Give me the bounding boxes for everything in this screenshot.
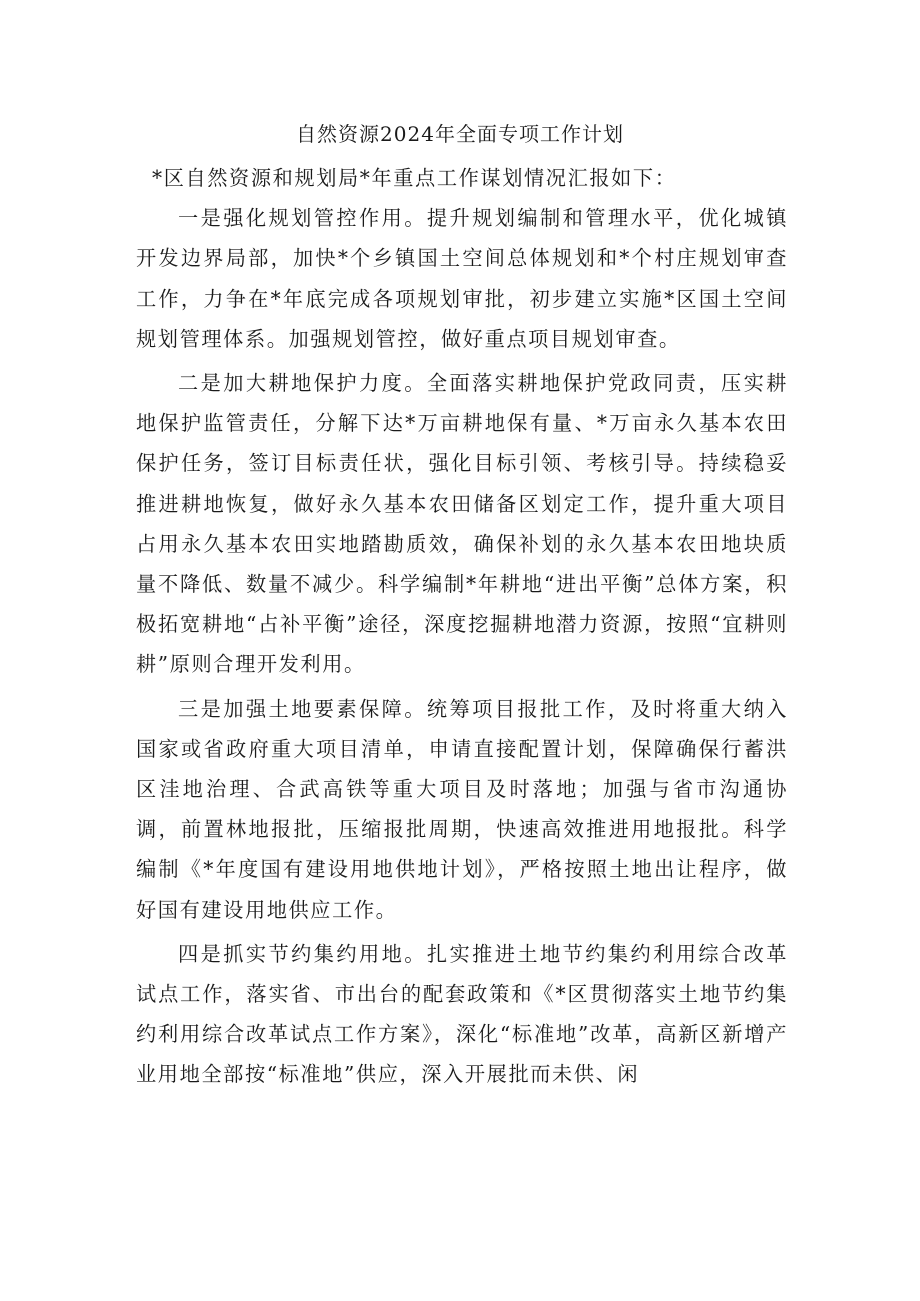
paragraph-land-saving: 四是抓实节约集约用地。扎实推进土地节约集约利用综合改革试点工作，落实省、市出台的配套政策和《*区贯彻落实土地节约集约利用综合改革试点工作方案》，深化“标准地”改革，高新区新增产业用地全部按“标准地”供应，深入开展批而未供、闲 bbox=[136, 941, 788, 1087]
document-title: 自然资源2024年全面专项工作计划 bbox=[296, 122, 624, 146]
paragraph-farmland-protection: 二是加大耕地保护力度。全面落实耕地保护党政同责，压实耕地保护监管责任，分解下达*万亩耕地保有量、*万亩永久基本农田保护任务，签订目标责任状，强化目标引领、考核引导。持续稳妥推进耕地恢复，做好永久基本农田储备区划定工作，提升重大项目占用永久基本农田实地踏勘质效，确保补划的永久基本农田地块质量不降低、数量不减少。科学编制*年耕地“进出平衡”总体方案，积极拓宽耕地“占补平衡”途径，深度挖掘耕地潜力资源，按照“宜耕则耕”原则合理开发利用。 bbox=[136, 371, 788, 677]
document-body bbox=[136, 158, 788, 1095]
paragraph-planning-control: 一是强化规划管控作用。提升规划编制和管理水平，优化城镇开发边界局部，加快*个乡镇国土空间总体规划和*个村庄规划审查工作，力争在*年底完成各项规划审批，初步建立实施*区国土空间规划管理体系。加强规划管控，做好重点项目规划审查。 bbox=[136, 206, 788, 351]
paragraph-land-supply: 三是加强土地要素保障。统筹项目报批工作，及时将重大纳入国家或省政府重大项目清单，申请直接配置计划，保障确保行蓄洪区洼地治理、合武高铁等重大项目及时落地；加强与省市沟通协调，前置林地报批，压缩报批周期，快速高效推进用地报批。科学编制《*年度国有建设用地供地计划》，严格按照土地出让程序，做好国有建设用地供应工作。 bbox=[136, 696, 788, 922]
intro-paragraph: *区自然资源和规划局*年重点工作谋划情况汇报如下： bbox=[152, 166, 677, 190]
